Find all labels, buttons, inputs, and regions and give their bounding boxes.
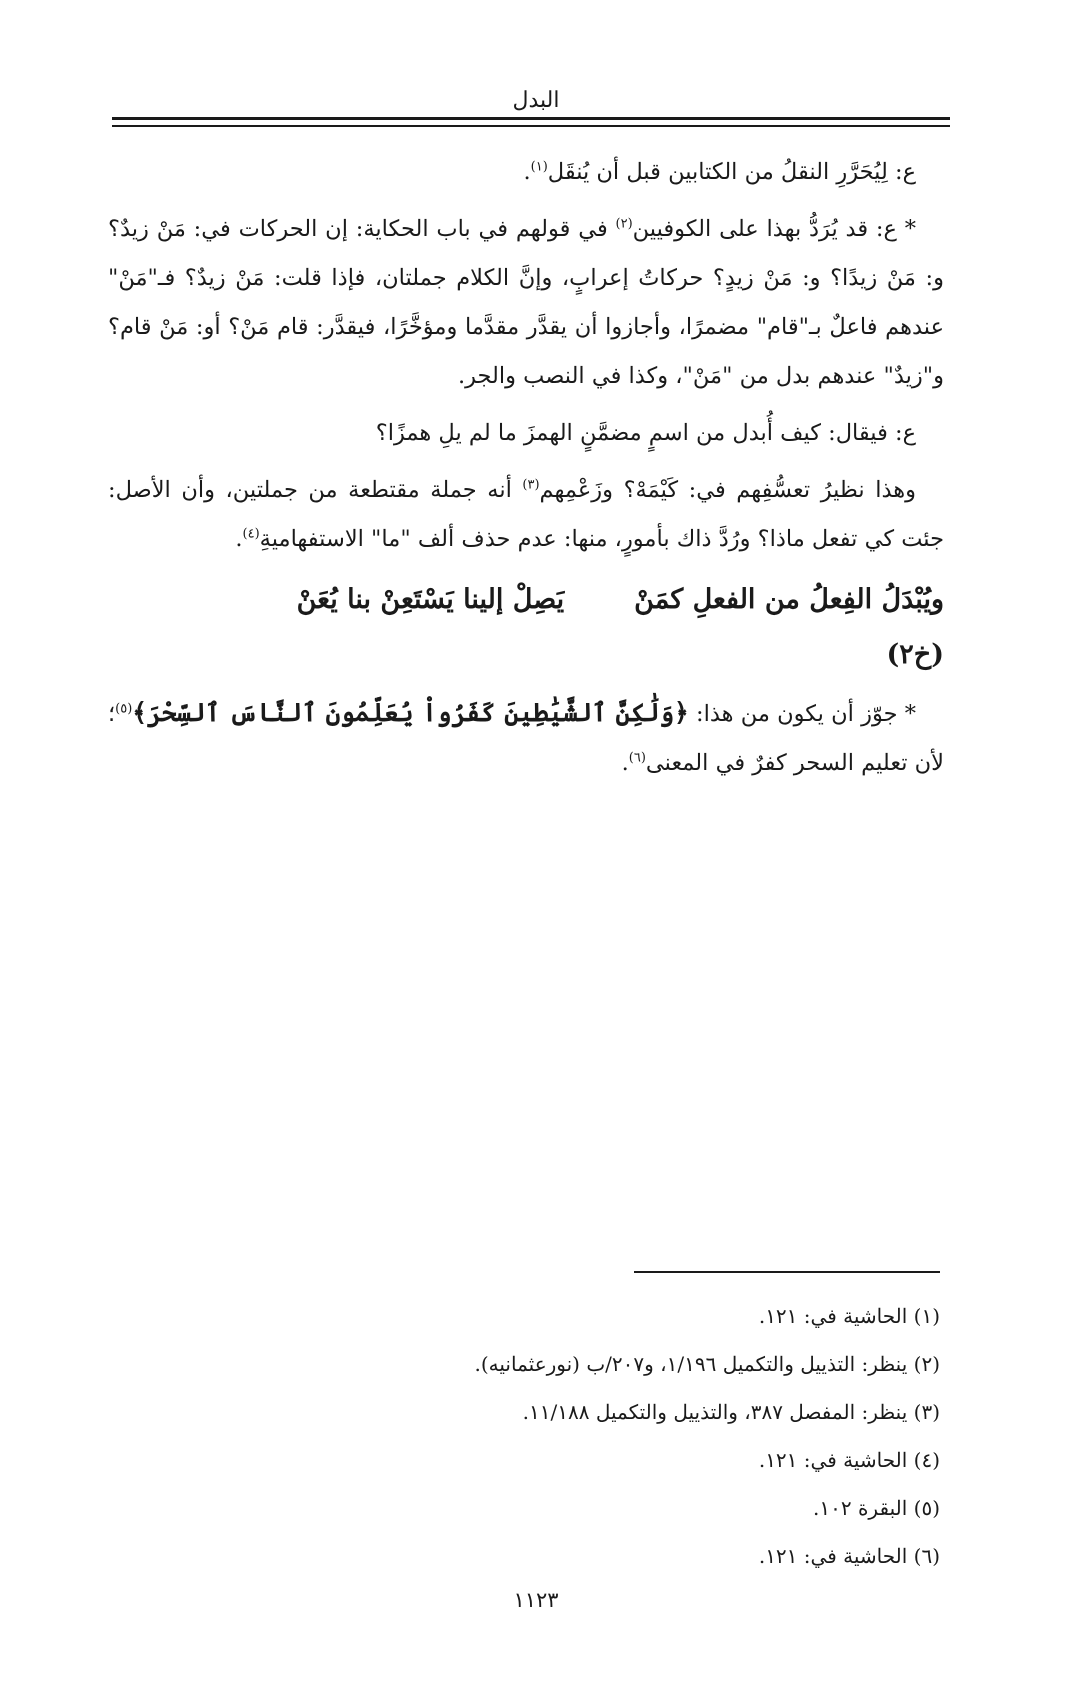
footnote-separator (634, 1271, 940, 1273)
paragraph-1: ع: لِيُحَرَّرِ النقلُ من الكتابين قبل أن يُنقَل$^{(١)}$. (523, 159, 916, 185)
footnote-6: (٦) الحاشية في: ١٢١. (758, 1544, 940, 1568)
footnote-3: (٣) ينظر: المفصل ٣٨٧، والتذييل والتكميل ١١/١٨٨. (522, 1400, 940, 1424)
verse-hemistich-2: يَصِلْ إلينا يَسْتَعِنْ بنا يُعَنْ (296, 584, 565, 615)
footnote-ref-6[interactable]: (٦) (628, 750, 646, 766)
main-text (108, 148, 944, 796)
paragraph-2: * ع: قد يُرَدُّ بهذا على الكوفيين$^{(٢)}$ في قولهم في باب الحكاية: إن الحركات في: مَنْ زيدٌ؟ و: مَنْ زيدًا؟ و: مَنْ زيدٍ؟ حركاتُ إعرابٍ، وإنَّ الكلام جملتان، فإذا قلت: مَنْ زيدٌ؟ فـ"مَنْ" عندهم فاعلٌ بـ"قام" مضمرًا، وأجازوا أن يقدَّر مقدَّما ومؤخَّرًا، فيقدَّر: قام مَنْ؟ أو: مَنْ قام؟ و"زيدٌ" عندهم بدل من "مَنْ"، وكذا في النصب والجر. (108, 216, 944, 389)
footnote-ref-4[interactable]: (٤) (242, 526, 260, 542)
header-rule-bottom (112, 125, 950, 127)
footnote-2: (٢) ينظر: التذييل والتكميل ١/١٩٦، و٢٠٧/ب (نورعثمانيه). (474, 1352, 940, 1376)
footnote-ref-2[interactable]: (٢) (615, 216, 633, 232)
paragraph-5: * جوّز أن يكون من هذا: ﴿وَلَٰكِنَّ ٱلشَّيَٰطِينَ كَفَرُواْ يُعَلِّمُونَ ٱلنَّاسَ ٱلسِّحْرَ﴾$^{(٥)}$؛ لأن تعليم السحر كفرٌ في المعنى$^{(٦)}$. (108, 698, 944, 776)
header-rule-top (112, 117, 950, 120)
page-number: ١١٢٣ (513, 1588, 559, 1612)
footnote-ref-5[interactable]: (٥) (115, 701, 133, 717)
footnote-ref-1[interactable]: (١) (530, 159, 548, 175)
verse-marker: (خ٢) (886, 639, 944, 670)
paragraph-4: وهذا نظيرُ تعسُّفِهم في: كَيْمَهْ؟ وزَعْمِهم$^{(٣)}$ أنه جملة مقتطعة من جملتين، وأن الأصل: جئت كي تفعل ماذا؟ ورُدَّ ذاك بأمورٍ، منها: عدم حذف ألف "ما" الاستفهاميةِ$^{(٤)}$. (108, 477, 944, 552)
paragraph-3: ع: فيقال: كيف أُبدل من اسمٍ مضمَّنٍ الهمزَ ما لم يلِ همزًا؟ (375, 420, 916, 446)
footnotes (108, 1292, 940, 1580)
quran-quote: ﴿وَلَٰكِنَّ ٱلشَّيَٰطِينَ كَفَرُواْ يُعَلِّمُونَ ٱلنَّاسَ ٱلسِّحْرَ﴾ (132, 698, 689, 727)
footnote-1: (١) الحاشية في: ١٢١. (758, 1304, 940, 1328)
verse-line (108, 572, 944, 682)
verse-hemistich-1: ويُبْدَلُ الفِعلُ من الفعلِ كمَنْ (634, 584, 944, 615)
running-title: البدل (512, 88, 560, 113)
footnote-ref-3[interactable]: (٣) (522, 477, 540, 493)
footnote-5: (٥) البقرة ١٠٢. (813, 1496, 940, 1520)
footnote-4: (٤) الحاشية في: ١٢١. (758, 1448, 940, 1472)
